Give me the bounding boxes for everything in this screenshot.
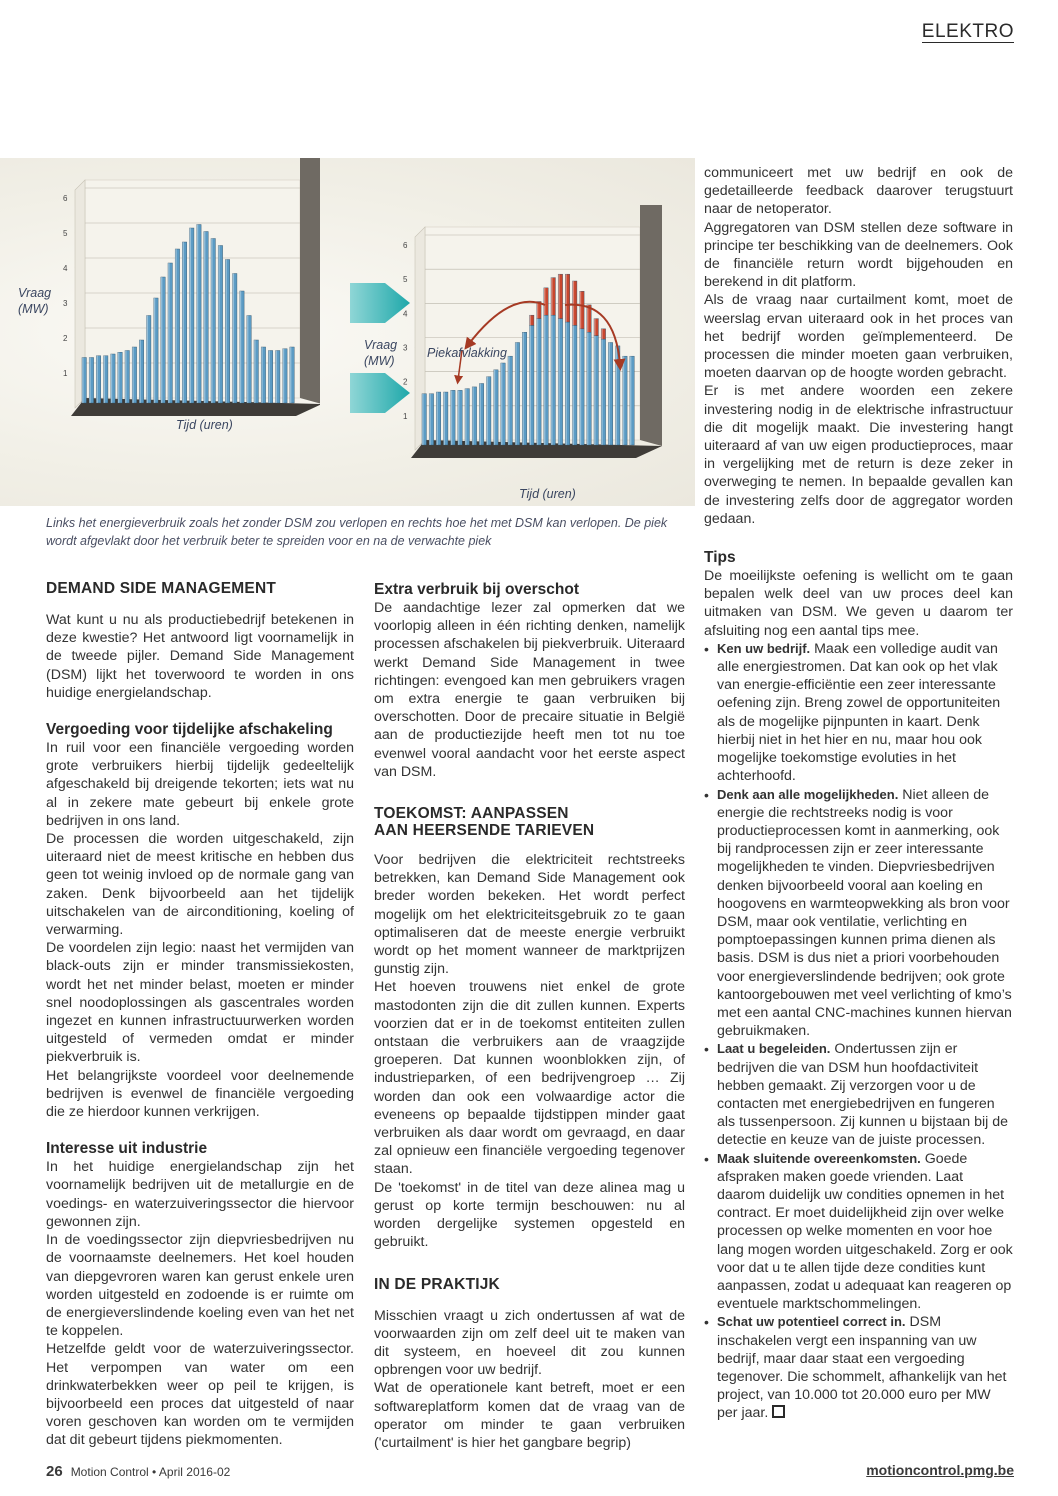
y-tick-label: 5 bbox=[63, 229, 68, 238]
bar-highlight bbox=[558, 274, 560, 318]
bar-highlight bbox=[175, 249, 177, 403]
dark-wall bbox=[300, 158, 320, 404]
paragraph: De voordelen zijn legio: naast het vermijden van black-outs zijn er minder transmissiekosten, wordt het net minder belast, moeten er minder snel noodoplossingen als gascentrales worden ingezet en kunnen infrastructuurwerken worden uitgesteld of vermeden omdat er minder piekverbruik is. bbox=[46, 940, 354, 1066]
right-xlabel: Tijd (uren) bbox=[519, 487, 576, 501]
page-number: 26 bbox=[46, 1463, 63, 1480]
bar-highlight bbox=[125, 351, 127, 404]
paragraph: In de voedingssector zijn diepvriesbedrijven nu de voornaamste deelnemers. Het koel houden van diepgevroren waren kan gerust enkele uren worden uitgesteld en zodoende is er ruimte om de energieverslindende koeling even van het net te koppelen. bbox=[46, 1232, 354, 1340]
bar-highlight bbox=[515, 343, 517, 446]
bar-highlight bbox=[522, 332, 524, 445]
bar-highlight bbox=[429, 394, 431, 445]
bar-highlight bbox=[139, 340, 141, 403]
publication-name: Motion Control • April 2016-02 bbox=[70, 1465, 231, 1479]
paragraph: Er is met andere woorden een zekere investering nodig in de elektrische infrastructuur die dit mogelijk maakt. Die investering hangt uiteraard af van uw eigen productieproces, maar in vergelijking met de return is deze zeker in overweging te nemen. In bepaalde gevallen kan de investering zelfs door de aggregator worden gedaan. bbox=[704, 383, 1013, 527]
section-label: ELEKTRO bbox=[921, 21, 1014, 42]
bar-highlight bbox=[261, 347, 263, 403]
heading-demand-side-management: DEMAND SIDE MANAGEMENT bbox=[46, 580, 277, 597]
y-tick-label: 1 bbox=[403, 411, 408, 421]
paragraph: In ruil voor een financiële vergoeding worden grote verbruikers hierbij tijdelijk gedeeltelijk afgeschakeld bij dreigende tekorten; iets wat nu al in zekere mate gebeurt bij enkele grote bedrijven in ons land. bbox=[46, 740, 354, 829]
column-1 bbox=[46, 580, 354, 1450]
dark-wall bbox=[640, 205, 662, 446]
left-xlabel: Tijd (uren) bbox=[176, 418, 233, 432]
column-3 bbox=[704, 164, 1013, 1423]
tip-item: • Denk aan alle mogelijkheden. Niet alleen de energie die rechtstreeks nodig is voor productieprocessen komt in aanmerking, ook bij randprocessen zijn er zeer interessante mogelijkheden te vinden. Diepvriesbedrijven denken bijvoorbeeld vooral aan koeling en hoogovens en warmteopwekking als bron voor DSM, maar ook ventilatie, verlichting en pomptoepassingen kunnen prima dienen als basis. DSM is dus niet a priori voorbehouden voor energieverslindende bedrijven; ook grote kantoorgebouwen met veel verlichting of kmo’s met een aantal CNC-machines kunnen hiervan gebruikmaken. bbox=[704, 786, 1013, 1041]
heading-toekomst: TOEKOMST: AANPASSEN AAN HEERSENDE TARIEVEN bbox=[374, 805, 595, 840]
bar-highlight bbox=[89, 358, 91, 404]
bar-highlight bbox=[283, 349, 285, 403]
bar-highlight bbox=[436, 392, 438, 445]
y-tick-label: 2 bbox=[403, 377, 408, 387]
paragraph: Als de vraag naar curtailment komt, moet de weerslag ervan uiteraard ook in het proces van het bedrijf worden geïmplementeerd. De processen die minder moeten gaan verbruiken, moeten daarvan op de hoogte worden gebracht. bbox=[704, 292, 1013, 382]
bar-highlight bbox=[558, 319, 560, 445]
y-tick-label: 1 bbox=[63, 369, 68, 378]
paragraph: In het huidige energielandschap zijn het voornamelijk bedrijven uit de metallurgie en de voedings- en waterzuiveringssector die hiervoor gewonnen zijn. bbox=[46, 1159, 354, 1230]
paragraph: Wat kunt u nu als productiebedrijf betekenen in deze kwestie? Het antwoord ligt voornamelijk in de tweede pijler. Demand Side Management (DSM) lijkt het toverwoord te worden in ons huidige energielandschap. bbox=[46, 612, 354, 701]
tip-item: • Maak sluitende overeenkomsten. Goede afspraken maken goede vrienden. Laat daarom duidelijk uw condities opnemen in het contract. Er moet duidelijkheid zijn over welke processen op welke momenten en voor hoe lang mogen worden uitgeschakeld. Zorg er ook voor dat u te allen tijde deze condities kunt aanpassen, zodat u adequaat kan reageren op eventuele marktschommelingen. bbox=[704, 1150, 1013, 1314]
bar-highlight bbox=[290, 347, 292, 403]
bar-highlight bbox=[422, 394, 424, 445]
bar-highlight bbox=[587, 305, 589, 332]
bar-highlight bbox=[565, 322, 567, 445]
end-of-article-icon bbox=[772, 1405, 785, 1418]
bar-highlight bbox=[544, 315, 546, 445]
bar-highlight bbox=[111, 354, 113, 403]
bar-highlight bbox=[587, 332, 589, 445]
bar-highlight bbox=[444, 392, 446, 445]
bar-highlight bbox=[132, 347, 134, 403]
y-tick-label: 4 bbox=[403, 309, 408, 319]
bar-highlight bbox=[276, 351, 278, 404]
bar-highlight bbox=[494, 370, 496, 445]
bar-highlight bbox=[530, 325, 532, 445]
bar-highlight bbox=[573, 281, 575, 325]
y-tick-label: 3 bbox=[403, 343, 408, 353]
bar-highlight bbox=[623, 356, 625, 445]
paragraph: Hetzelfde geldt voor de waterzuiveringssector. Het verpompen van water om een drinkwaterbekken weer op peil te krijgen, is bijvoorbeeld een proces dat uitgesteld of naar voren geschoven kan worden om te vermijden dat dit gebeurt tijdens piekmomenten. bbox=[46, 1341, 354, 1449]
y-tick-label: 4 bbox=[63, 264, 68, 273]
bar-highlight bbox=[573, 325, 575, 445]
paragraph: De moeilijkste oefening is wellicht om te gaan bepalen welk deel van uw proces deel kan uitmaken van DSM. We geven u daarom ter afsluiting nog een aantal tips mee. bbox=[704, 568, 1013, 639]
bar-highlight bbox=[104, 356, 106, 403]
bar-highlight bbox=[147, 316, 149, 404]
paragraph: De processen die worden uitgeschakeld, zijn uiteraard niet de meest kritische en hebben dus geen tot weinig invloed op de normale gang van zaken. Denk bijvoorbeeld aan het tijdelijk uitschakelen van de airconditioning, koeling of verwarming. bbox=[46, 831, 354, 939]
paragraph: Het belangrijkste voordeel voor deelnemende bedrijven is evenwel de financiële vergoeding die ze hierdoor kunnen verkrijgen. bbox=[46, 1067, 354, 1121]
bar-highlight bbox=[465, 389, 467, 445]
bar-highlight bbox=[616, 346, 618, 445]
bar-highlight bbox=[630, 356, 632, 445]
bar-highlight bbox=[565, 274, 567, 322]
bar-highlight bbox=[254, 340, 256, 403]
footer-publication bbox=[46, 1463, 230, 1480]
bar-highlight bbox=[508, 356, 510, 445]
bar-highlight bbox=[594, 336, 596, 445]
y-tick-label: 5 bbox=[403, 275, 408, 285]
tip-item: • Laat u begeleiden. Ondertussen zijn er bedrijven die van DSM hun hoofdactiviteit hebben gemaakt. Zij verzorgen voor u de contacten met energiebedrijven en fungeren als tussenpersoon. Zij kunnen u bijstaan bij de detectie en keuze van de juiste processen. bbox=[704, 1040, 1013, 1149]
paragraph: Voor bedrijven die elektriciteit rechtstreeks betrekken, kan Demand Side Management ook breder worden bekeken. Het wordt perfect mogelijk om het elektriciteitsgebruik zo te gaan optimaliseren dat de meeste energie verbruikt wordt op het moment wanneer de marktprijzen gunstig zijn. bbox=[374, 852, 685, 978]
heading-in-de-praktijk: IN DE PRAKTIJK bbox=[374, 1275, 500, 1293]
bar-highlight bbox=[551, 315, 553, 445]
right-ylabel: Vraag (MW) bbox=[364, 338, 398, 368]
bar-highlight bbox=[190, 228, 192, 403]
website-link[interactable]: motioncontrol.pmg.be bbox=[866, 1462, 1014, 1478]
paragraph: Het hoeven trouwens niet enkel de grote mastodonten zijn die dit zullen kunnen. Experts voorzien dat er in de toekomst entiteiten zullen ontstaan die verbruikers aan de vraagzijde groeperen. Dat kunnen woonblokken zijn, of industrieparken, of een bedrijvengroep … Zij worden dan ook een volwaardige actor die eveneens op bepaalde tijdstippen minder gaat verbruiken als daar wordt om gevraagd, en daar zal opnieuw een financiële vergoeding tegenover staan. bbox=[374, 979, 685, 1178]
paragraph: Aggregatoren van DSM stellen deze software in principe ter beschikking van de deelnemers. Ook de financiële return wordt bijgehouden en berekend in dit platform. bbox=[704, 219, 1013, 291]
bar-highlight bbox=[204, 232, 206, 404]
bar-highlight bbox=[247, 316, 249, 404]
bar-highlight bbox=[182, 242, 184, 403]
subheading-tips: Tips bbox=[704, 549, 736, 567]
y-tick-label: 6 bbox=[63, 194, 68, 203]
y-tick-label: 6 bbox=[403, 241, 408, 250]
paragraph: De aandachtige lezer zal opmerken dat we voorlopig alleen in één richting denken, namelijk processen afschakelen bij piekverbruik. Uiteraard werkt Demand Side Management in twee richtingen: evengoed kan men gebruikers vragen om extra energie te gaan verbruiken bij overschotten. Door de precaire situatie in België aan de productiezijde heeft men tot nu toe evenwel vooral aandacht voor het eerste aspect van DSM. bbox=[374, 600, 685, 780]
bar-highlight bbox=[240, 291, 242, 403]
paragraph: Wat de operationele kant betreft, moet er een softwareplatform komen dat de vraag van de operator om minder te gaan verbruiken ('curtailment' is hier het gangbare begrip) bbox=[374, 1380, 685, 1451]
bar-highlight bbox=[211, 239, 213, 404]
tips-list bbox=[704, 640, 1013, 1423]
bar-highlight bbox=[580, 291, 582, 329]
bar-highlight bbox=[451, 390, 453, 445]
bar-highlight bbox=[608, 343, 610, 446]
bar-highlight bbox=[82, 358, 84, 404]
bar-highlight bbox=[218, 246, 220, 404]
bar-highlight bbox=[479, 384, 481, 446]
tip-item: • Ken uw bedrijf. Maak een volledige audit van alle energiestromen. Dat kan ook op het vlak van energie-efficiëntie een zeer interessante oefening zijn. Breng zowel de opportuniteiten als de mogelijke pijnpunten in kaart. Denk hierbij niet in het hier en nu, maar hou ook mogelijke toekomstige evoluties in het achterhoofd. bbox=[704, 640, 1013, 786]
bar-highlight bbox=[537, 319, 539, 445]
bar-highlight bbox=[487, 377, 489, 445]
subheading-interesse: Interesse uit industrie bbox=[46, 1140, 208, 1158]
bar-highlight bbox=[594, 319, 596, 336]
bar-highlight bbox=[96, 356, 98, 403]
bar-highlight bbox=[580, 329, 582, 445]
y-tick-label: 2 bbox=[63, 334, 68, 343]
bar-highlight bbox=[168, 263, 170, 403]
bar-highlight bbox=[551, 278, 553, 316]
bar-highlight bbox=[225, 260, 227, 404]
bar-highlight bbox=[458, 390, 460, 445]
bar-highlight bbox=[601, 339, 603, 445]
paragraph: De 'toekomst' in de titel van deze alinea mag u gerust op korte termijn beschouwen: nu al worden dergelijke systemen opgesteld en gebruikt. bbox=[374, 1179, 685, 1251]
subheading-vergoeding: Vergoeding voor tijdelijke afschakeling bbox=[46, 721, 333, 739]
tip-item: • Schat uw potentieel correct in. DSM inschakelen vergt een inspanning van uw bedrijf, maar daar staat een vergoeding tegenover. Die schommelt, afhankelijk van het project, van 10.000 tot 20.000 euro per MW per jaar. bbox=[704, 1313, 1013, 1422]
column-2 bbox=[374, 580, 685, 1452]
subheading-extra-verbruik: Extra verbruik bij overschot bbox=[374, 581, 580, 598]
bar-highlight bbox=[154, 298, 156, 403]
bar-highlight bbox=[268, 351, 270, 404]
bar-highlight bbox=[530, 315, 532, 325]
bar-highlight bbox=[537, 302, 539, 319]
y-tick-label: 3 bbox=[63, 299, 68, 308]
bar-highlight bbox=[161, 277, 163, 403]
paragraph: Misschien vraagt u zich ondertussen af wat de voorwaarden zijn om zelf deel uit te maken van dit systeem, en hoeveel dit zou kunnen opbrengen voor uw bedrijf. bbox=[374, 1307, 685, 1379]
left-ylabel: Vraag (MW) bbox=[18, 286, 52, 316]
paragraph: communiceert met uw bedrijf en ook de gedetailleerde feedback daarover terugstuurt naar de netoperator. bbox=[704, 165, 1013, 218]
figure-caption: Links het energieverbruik zoals het zonder DSM zou verlopen en rechts hoe het met DSM kan verlopen. De piek wordt afgevlakt door het verbruik beter te spreiden voor en na de verwachte piek bbox=[46, 516, 668, 548]
bar-highlight bbox=[501, 363, 503, 445]
bar-highlight bbox=[544, 288, 546, 315]
bar-highlight bbox=[472, 387, 474, 445]
bar-highlight bbox=[118, 352, 120, 403]
peak-shaving-annotation: Piekafvlakking bbox=[427, 346, 507, 360]
bar-highlight bbox=[601, 329, 603, 339]
bar-highlight bbox=[233, 274, 235, 404]
bar-highlight bbox=[197, 225, 199, 404]
